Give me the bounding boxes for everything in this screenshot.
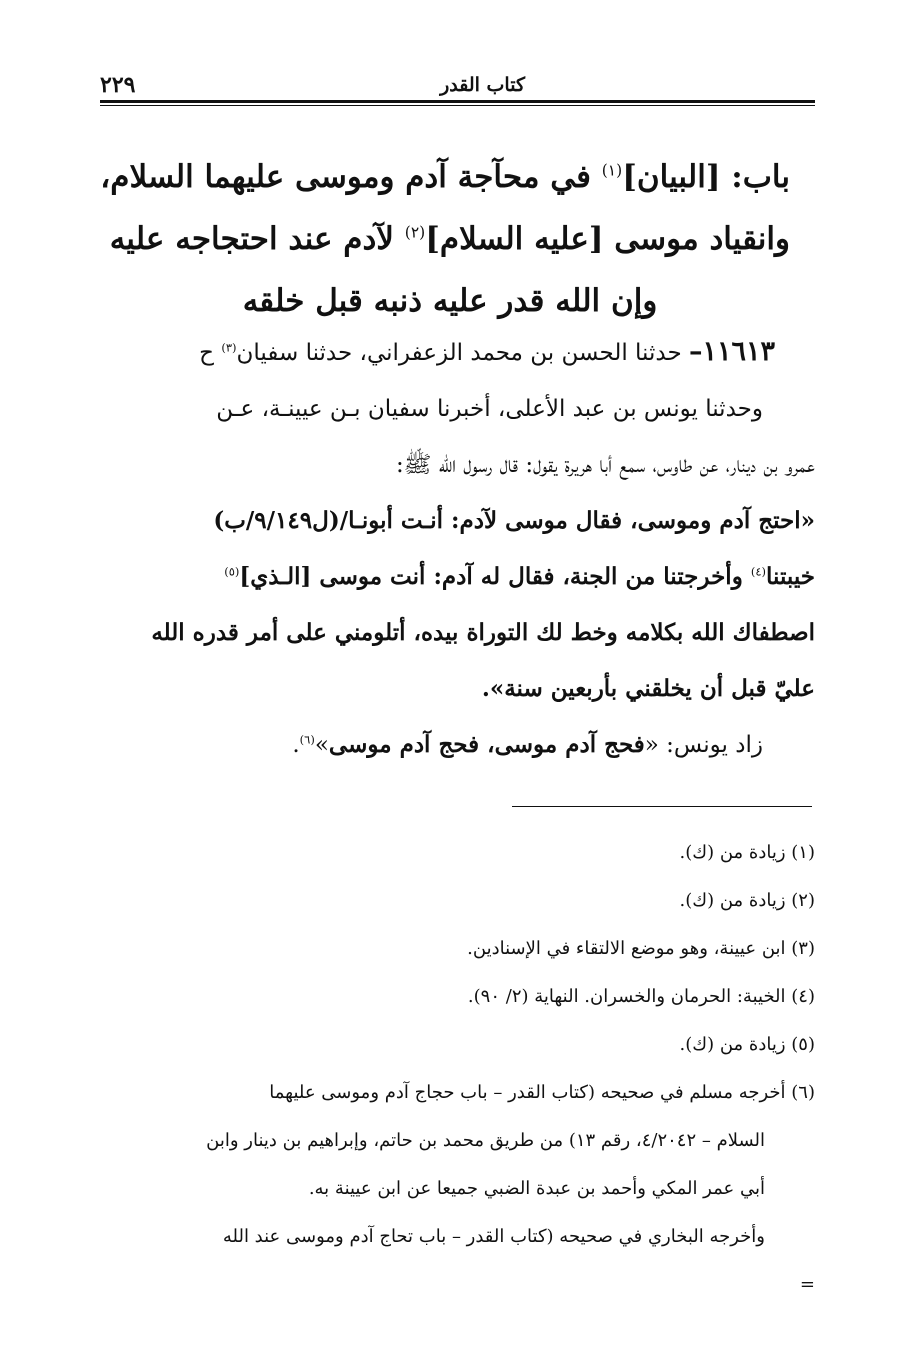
- body-line-7: عليّ قبل أن يخلقني بأربعين سنة».: [481, 675, 815, 702]
- chapter-heading: [100, 146, 790, 332]
- heading-text: في محآجة آدم وموسى عليهما السلام،: [100, 159, 602, 195]
- footnote-1: (١) زيادة من (ك).: [679, 842, 815, 863]
- body-line-2: وحدثنا يونس بن عبد الأعلى، أخبرنا سفيان بـن عيينـة، عـن: [216, 396, 763, 422]
- body-text: حدثنا الحسن بن محمد الزعفراني، حدثنا سفيان: [236, 340, 689, 366]
- footnote-6: (٦) أخرجه مسلم في صحيحه (كتاب القدر – باب حجاج آدم وموسى عليهما: [269, 1082, 815, 1103]
- header-rule: [100, 100, 815, 106]
- footnote-6-cont: أبي عمر المكي وأحمد بن عبدة الضبي جميعا عن ابن عيينة به.: [308, 1178, 765, 1199]
- footnote-marker: (٥): [224, 564, 240, 579]
- footnote-2: (٢) زيادة من (ك).: [679, 890, 815, 911]
- main-text: [100, 324, 815, 773]
- body-line-4: «احتج آدم وموسى، فقال موسى لآدم: أنـت أبونـا/(ل٩/١٤٩/ب): [213, 507, 815, 534]
- body-text-bold: فحج آدم موسى، فحج آدم موسى: [328, 731, 645, 758]
- body-text: »: [314, 732, 329, 758]
- footnote-6-cont: وأخرجه البخاري في صحيحه (كتاب القدر – باب تحاج آدم وموسى عند الله: [222, 1226, 765, 1247]
- footnote-marker: (٦): [299, 732, 315, 747]
- body-line-1: [100, 324, 815, 381]
- body-text: ح: [199, 340, 222, 366]
- heading-text: وانقياد موسى [عليه السلام]: [425, 221, 790, 257]
- heading-text: باب: [البيان]: [622, 159, 790, 195]
- footnote-5: (٥) زيادة من (ك).: [679, 1034, 815, 1055]
- heading-line-1: [100, 146, 790, 208]
- footnote-marker: (٢): [404, 223, 426, 242]
- heading-line-2: [110, 208, 790, 270]
- body-text: .: [292, 732, 300, 758]
- body-line-6: اصطفاك الله بكلامه وخط لك التوراة بيده، أتلومني على أمر قدره الله: [151, 619, 815, 646]
- footnote-marker: (١): [601, 161, 623, 180]
- footnote-6-cont: السلام – ٤/٢٠٤٢، رقم ١٣) من طريق محمد بن حاتم، وإبراهيم بن دينار وابن: [206, 1130, 765, 1151]
- footnote-4: (٤) الخيبة: الحرمان والخسران. النهاية (٢/ ٩٠).: [467, 986, 815, 1007]
- footnote-3: (٣) ابن عيينة، وهو موضع الالتقاء في الإسنادين.: [467, 938, 815, 959]
- body-line-3: عمرو بن دينار، عن طاوس، سمع أبا هريرة يقول: قال رسول الله ﷺ:: [395, 452, 815, 478]
- heading-line-3: وإن الله قدر عليه ذنبه قبل خلقه: [242, 283, 658, 319]
- body-line-8: [100, 717, 815, 773]
- header-title: كتاب القدر: [440, 74, 525, 96]
- body-line-5: [100, 549, 815, 605]
- body-text: وأخرجتنا من الجنة، فقال له آدم: أنت موسى [الـذي]: [239, 563, 751, 590]
- page-number: ٢٢٩: [100, 72, 136, 98]
- continuation-mark: =: [799, 1274, 815, 1295]
- body-text: خيبتنا: [766, 563, 815, 590]
- heading-text: لآدم عند احتجاجه عليه: [109, 221, 405, 257]
- footnote-marker: (٣): [221, 340, 237, 355]
- footnotes: [100, 829, 815, 1309]
- hadith-number: ١١٦١٣–: [688, 336, 775, 367]
- footnote-marker: (٤): [750, 564, 766, 579]
- footnote-separator: [512, 806, 812, 807]
- body-text: زاد يونس: «: [644, 732, 763, 758]
- running-header: [100, 72, 815, 102]
